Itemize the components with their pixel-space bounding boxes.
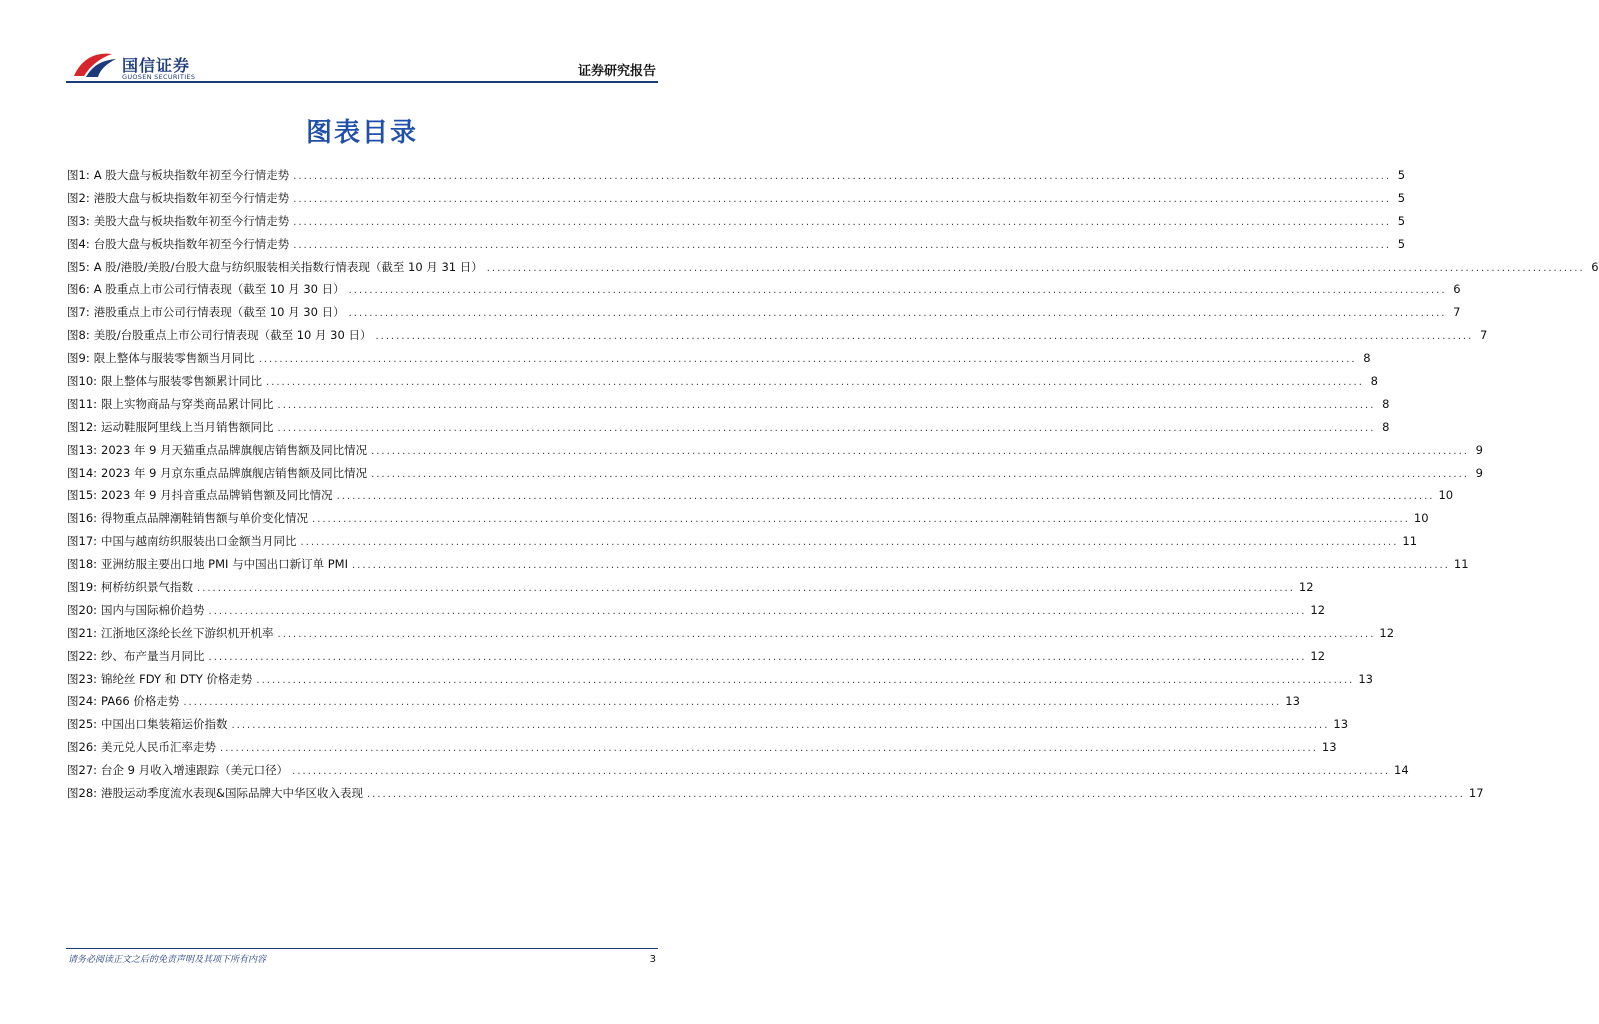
toc-entry-page: 5: [1397, 190, 1406, 205]
toc-leader-dots: [375, 330, 1473, 344]
toc-entry-label: 图6:: [67, 282, 90, 297]
toc-entry[interactable]: [67, 625, 1395, 649]
toc-entry-label: 图25:: [67, 717, 98, 732]
toc-leader-dots: [293, 216, 1391, 230]
toc-entry-page: 9: [1475, 465, 1483, 480]
toc-entry-text: 美股/台股重点上市公司行情表现（截至 10 月 30 日）: [93, 328, 372, 343]
toc-entry-page: 7: [1480, 328, 1488, 343]
toc-entry[interactable]: [67, 259, 1599, 283]
toc-entry[interactable]: [67, 671, 1373, 695]
toc-entry-label: 图27:: [67, 763, 98, 778]
toc-entry[interactable]: [67, 488, 1454, 511]
toc-entry-label: 图21:: [67, 625, 98, 640]
toc-leader-dots: [259, 353, 1357, 367]
toc-entry[interactable]: [67, 763, 1409, 786]
toc-entry-page: 13: [1285, 694, 1300, 709]
toc-entry[interactable]: [67, 374, 1378, 397]
toc-entry-text: 江浙地区涤纶长丝下游织机开机率: [101, 625, 274, 640]
footer-divider: [66, 948, 658, 949]
toc-entry[interactable]: [67, 534, 1418, 557]
toc-entry[interactable]: [67, 648, 1326, 672]
toc-entry-label: 图24:: [67, 694, 98, 709]
toc-leader-dots: [278, 422, 1376, 436]
toc-entry[interactable]: [67, 236, 1406, 260]
toc-leader-dots: [232, 719, 1330, 733]
toc-leader-dots: [292, 765, 1390, 779]
toc-entry-label: 图8:: [67, 328, 90, 343]
toc-entry-text: 2023 年 9 月抖音重点品牌销售额及同比情况: [101, 488, 333, 503]
toc-entry-page: 11: [1453, 557, 1469, 572]
toc-entry-label: 图26:: [67, 740, 98, 755]
toc-entry-page: 13: [1321, 740, 1337, 755]
logo-text-cn: 国信证券: [122, 56, 191, 75]
toc-entry-label: 图22:: [67, 648, 98, 663]
toc-entry-label: 图14:: [67, 465, 98, 480]
toc-leader-dots: [352, 559, 1450, 573]
toc-entry-label: 图11:: [67, 396, 98, 411]
toc-entry[interactable]: [67, 511, 1429, 534]
toc-entry-label: 图18:: [67, 557, 98, 572]
toc-list: [67, 168, 1599, 809]
toc-entry-page: 10: [1413, 511, 1429, 526]
toc-entry-text: 得物重点品牌潮鞋销售额与单价变化情况: [101, 511, 309, 526]
toc-leader-dots: [278, 399, 1376, 413]
toc-entry-page: 6: [1453, 282, 1461, 297]
header-divider: [66, 81, 658, 83]
toc-entry-text: 台企 9 月收入增速跟踪（美元口径）: [101, 763, 289, 778]
toc-entry-text: 2023 年 9 月京东重点品牌旗舰店销售额及同比情况: [101, 465, 368, 480]
toc-entry[interactable]: [67, 419, 1390, 443]
toc-entry[interactable]: [67, 786, 1484, 809]
toc-entry-label: 图4:: [67, 236, 90, 251]
toc-entry-text: 限上实物商品与穿类商品累计同比: [101, 396, 274, 411]
toc-entry-page: 8: [1382, 419, 1390, 434]
toc-entry-text: 亚洲纺服主要出口地 PMI 与中国出口新订单 PMI: [101, 557, 348, 572]
toc-entry-page: 10: [1438, 488, 1454, 503]
toc-entry-label: 图17:: [67, 534, 98, 549]
toc-entry-page: 8: [1363, 351, 1371, 366]
toc-entry-page: 17: [1468, 786, 1484, 801]
guosen-logo: [72, 50, 212, 84]
toc-entry-text: A 股/港股/美股/台股大盘与纺织服装相关指数行情表现（截至 10 月 31 日）: [93, 259, 483, 274]
toc-entry-label: 图19:: [67, 580, 98, 595]
toc-entry-page: 5: [1397, 213, 1406, 228]
logo-text-en: GUOSEN SECURITIES: [122, 73, 196, 81]
toc-leader-dots: [197, 582, 1295, 596]
toc-entry-text: 国内与国际棉价趋势: [101, 602, 205, 617]
toc-entry[interactable]: [67, 557, 1469, 580]
toc-entry-page: 11: [1402, 534, 1418, 549]
toc-entry-text: A 股重点上市公司行情表现（截至 10 月 30 日）: [93, 282, 345, 297]
guosen-logo-icon: [72, 50, 118, 80]
toc-leader-dots: [183, 696, 1281, 710]
toc-entry-text: 锦纶丝 FDY 和 DTY 价格走势: [101, 671, 253, 686]
toc-leader-dots: [220, 742, 1318, 756]
toc-entry[interactable]: [67, 580, 1314, 603]
toc-entry-text: 港股运动季度流水表现&国际品牌大中华区收入表现: [101, 786, 363, 801]
toc-entry-page: 13: [1333, 717, 1349, 732]
toc-entry-page: 14: [1394, 763, 1409, 778]
toc-entry-page: 12: [1310, 648, 1326, 663]
toc-entry-label: 图12:: [67, 419, 98, 434]
toc-entry[interactable]: [67, 305, 1461, 328]
toc-leader-dots: [301, 536, 1399, 550]
toc-leader-dots: [367, 788, 1465, 802]
toc-entry[interactable]: [67, 694, 1300, 717]
toc-entry-text: 美元兑人民币汇率走势: [101, 740, 217, 755]
toc-entry-page: 12: [1379, 625, 1395, 640]
toc-entry-page: 12: [1310, 602, 1326, 617]
toc-entry-label: 图3:: [67, 213, 90, 228]
toc-entry-text: 中国出口集装箱运价指数: [101, 717, 228, 732]
toc-entry-text: A 股大盘与板块指数年初至今行情走势: [93, 168, 290, 182]
page-number: 3: [649, 954, 656, 965]
toc-entry[interactable]: [67, 740, 1337, 763]
toc-entry-label: 图13:: [67, 442, 98, 457]
toc-entry-text: 运动鞋服阿里线上当月销售额同比: [101, 419, 274, 434]
toc-leader-dots: [293, 239, 1391, 253]
toc-entry-page: 7: [1453, 305, 1461, 320]
toc-leader-dots: [312, 513, 1410, 527]
toc-entry-label: 图23:: [67, 671, 98, 686]
toc-entry-page: 5: [1397, 168, 1406, 182]
toc-entry[interactable]: [67, 190, 1406, 214]
toc-entry-text: 柯桥纺织景气指数: [101, 580, 194, 595]
toc-entry[interactable]: [67, 328, 1488, 351]
toc-entry[interactable]: [67, 168, 1406, 191]
toc-entry-label: 图15:: [67, 488, 98, 503]
page-header: [0, 0, 724, 90]
toc-entry-text: 2023 年 9 月天猫重点品牌旗舰店销售额及同比情况: [101, 442, 368, 457]
toc-entry-text: 限上整体与服装零售额当月同比: [93, 351, 255, 366]
toc-entry-text: 纱、布产量当月同比: [101, 648, 205, 663]
toc-entry[interactable]: [67, 396, 1390, 420]
toc-entry-text: 限上整体与服装零售额累计同比: [101, 374, 263, 389]
toc-entry-label: 图28:: [67, 786, 98, 801]
toc-leader-dots: [349, 307, 1447, 321]
toc-entry-label: 图1:: [67, 168, 90, 182]
toc-entry[interactable]: [67, 602, 1326, 626]
toc-leader-dots: [487, 262, 1585, 276]
toc-entry-text: 美股大盘与板块指数年初至今行情走势: [93, 213, 290, 228]
toc-entry-text: 中国与越南纺织服装出口金额当月同比: [101, 534, 297, 549]
toc-entry[interactable]: [67, 213, 1406, 237]
toc-entry-label: 图10:: [67, 374, 98, 389]
toc-entry-text: 台股大盘与板块指数年初至今行情走势: [93, 236, 290, 251]
toc-entry-page: 12: [1298, 580, 1314, 595]
toc-entry-page: 5: [1397, 236, 1406, 251]
toc-title: 图表目录: [305, 118, 418, 148]
toc-leader-dots: [209, 651, 1307, 665]
toc-entry-text: PA66 价格走势: [101, 694, 180, 709]
toc-entry-page: 9: [1475, 442, 1483, 457]
toc-entry-page: 8: [1370, 374, 1378, 389]
toc-entry[interactable]: [67, 717, 1349, 740]
toc-leader-dots: [337, 490, 1435, 504]
toc-entry-text: 港股大盘与板块指数年初至今行情走势: [93, 190, 290, 205]
report-type-label: 证券研究报告: [577, 64, 656, 79]
toc-entry[interactable]: [67, 351, 1371, 374]
toc-entry-label: 图7:: [67, 305, 90, 320]
toc-leader-dots: [266, 376, 1364, 390]
toc-entry-label: 图20:: [67, 602, 98, 617]
disclaimer-text: 请务必阅读正文之后的免责声明及其项下所有内容: [68, 955, 267, 965]
toc-entry-label: 图9:: [67, 351, 90, 366]
toc-leader-dots: [278, 628, 1376, 642]
toc-entry-label: 图2:: [67, 190, 90, 205]
toc-entry-page: 6: [1591, 259, 1599, 274]
toc-leader-dots: [371, 468, 1469, 482]
toc-leader-dots: [256, 674, 1354, 688]
toc-entry-page: 13: [1358, 671, 1373, 686]
toc-entry[interactable]: [67, 442, 1483, 466]
toc-entry-text: 港股重点上市公司行情表现（截至 10 月 30 日）: [93, 305, 345, 320]
toc-entry[interactable]: [67, 282, 1461, 305]
toc-leader-dots: [293, 193, 1391, 207]
toc-leader-dots: [349, 284, 1447, 298]
toc-entry-page: 8: [1382, 396, 1390, 411]
toc-entry[interactable]: [67, 465, 1483, 489]
toc-leader-dots: [209, 605, 1307, 619]
toc-leader-dots: [293, 170, 1391, 184]
toc-entry-label: 图16:: [67, 511, 98, 526]
toc-leader-dots: [371, 445, 1469, 459]
toc-entry-label: 图5:: [67, 259, 90, 274]
